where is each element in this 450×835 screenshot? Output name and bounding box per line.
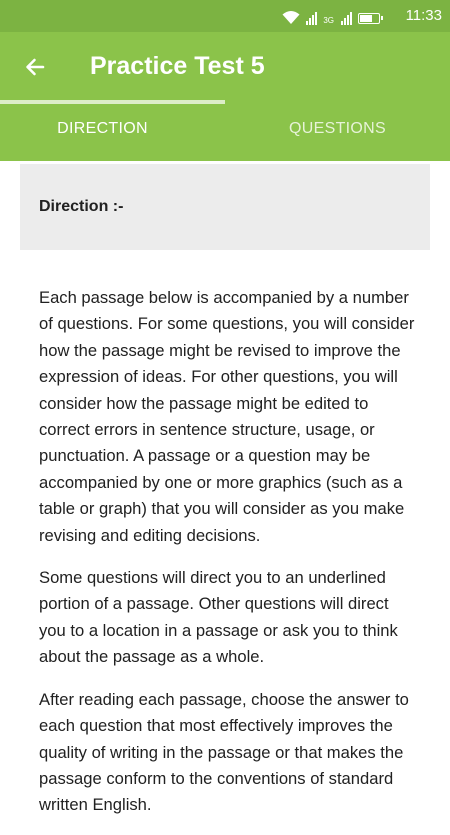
direction-paragraph: Some questions will direct you to an underlined portion of a passage. Other questions will direct you to a location in a passage or ask you to think about the passage as a whole. bbox=[39, 568, 398, 667]
direction-heading-box bbox=[20, 164, 430, 250]
tab-questions[interactable]: QUESTIONS bbox=[289, 120, 386, 137]
page-title: Practice Test 5 bbox=[90, 52, 265, 80]
tab-direction[interactable]: DIRECTION bbox=[57, 120, 148, 137]
wifi-icon bbox=[282, 10, 300, 25]
direction-heading: Direction :- bbox=[39, 198, 124, 215]
tab-bar bbox=[0, 100, 450, 161]
signal-icon-2 bbox=[341, 11, 352, 25]
network-type-label: 3G bbox=[323, 16, 334, 25]
arrow-left-icon bbox=[23, 55, 47, 79]
status-time: 11:33 bbox=[405, 7, 442, 24]
direction-paragraph: After reading each passage, choose the answer to each question that most effectively improves the quality of writing in the passage or that makes the passage conform to the conventions of standard written English. bbox=[39, 689, 409, 815]
back-button[interactable] bbox=[20, 52, 50, 82]
direction-content[interactable] bbox=[0, 161, 450, 815]
status-icons bbox=[282, 7, 380, 25]
app-bar bbox=[0, 32, 450, 100]
direction-body bbox=[39, 285, 419, 835]
battery-icon bbox=[358, 13, 380, 24]
status-bar bbox=[0, 0, 450, 32]
direction-paragraph: Each passage below is accompanied by a number of questions. For some questions, you will consider how the passage might be revised to improve the expression of ideas. For other questions, you will consider how the passage might be edited to correct errors in sentence structure, usage, or punctuation. A passage or a question may be accompanied by one or more graphics (such as a table or graph) that you will consider as you make revising and editing decisions. bbox=[39, 288, 415, 545]
selected-tab-indicator bbox=[0, 100, 225, 104]
signal-icon bbox=[306, 11, 317, 25]
